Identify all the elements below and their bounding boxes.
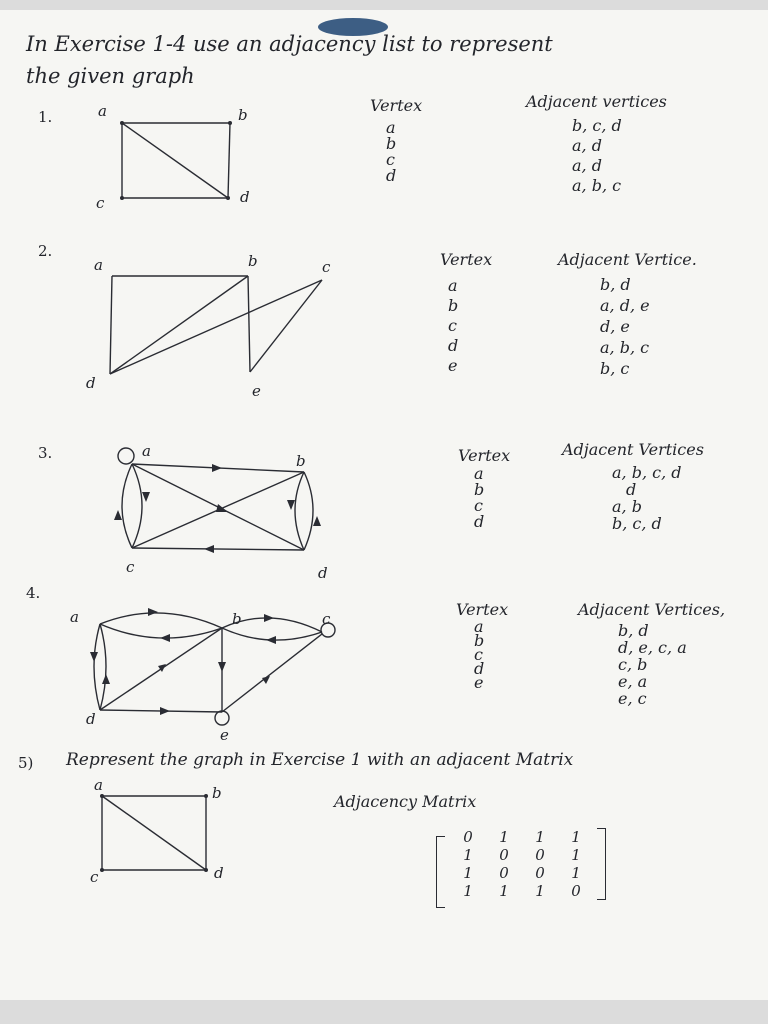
ex5-label-c: c (90, 868, 99, 886)
ex1-label-d: d (240, 188, 250, 206)
heading-line-2: the given graph (26, 64, 195, 88)
ex5-label-d: d (214, 864, 224, 882)
list-item: d (626, 480, 637, 499)
list-item: b (448, 296, 459, 315)
ex3-label-c: c (126, 558, 135, 576)
list-item: a, d, e (600, 296, 650, 315)
ex2-label-a: a (94, 256, 103, 274)
list-item: a (474, 464, 484, 483)
list-item: c (448, 316, 457, 335)
ex4-label-d: d (86, 710, 96, 728)
ex4-label-b: b (232, 610, 242, 628)
matrix-cell: 1 (535, 882, 545, 900)
list-item: e, c (618, 689, 647, 708)
matrix-cell: 0 (499, 846, 509, 864)
list-item: a (386, 118, 396, 137)
list-item: d (386, 166, 397, 185)
exercise-5-graph (0, 10, 768, 1010)
left-bracket (436, 836, 445, 908)
heading-line-1: In Exercise 1-4 use an adjacency list to represent (26, 32, 553, 56)
list-item: b, c, d (572, 116, 622, 135)
exercise-5-prompt: Represent the graph in Exercise 1 with an adjacent Matrix (66, 750, 574, 770)
matrix-cell: 1 (463, 882, 473, 900)
list-item: a, d (572, 156, 602, 175)
ex1-vertex-header: Vertex (370, 96, 423, 115)
ex4-label-e: e (220, 726, 229, 744)
list-item: b, c, d (612, 514, 662, 533)
list-item: a, d (572, 136, 602, 155)
exercise-1-number: 1. (38, 108, 53, 126)
list-item: e (448, 356, 458, 375)
list-item: b (474, 631, 485, 650)
list-item: b, d (618, 621, 649, 640)
list-item: d (448, 336, 459, 355)
exercise-4-number: 4. (26, 584, 41, 602)
ex3-adjacent-header: Adjacent Vertices (562, 440, 704, 459)
matrix-cell: 1 (571, 864, 581, 882)
adjacency-matrix (436, 828, 606, 906)
exercise-3-number: 3. (38, 444, 53, 462)
ex5-label-b: b (212, 784, 222, 802)
list-item: c (474, 645, 483, 664)
ex2-label-b: b (248, 252, 258, 270)
ex1-label-c: c (96, 194, 105, 212)
ex2-adjacent-header: Adjacent Vertice. (558, 250, 697, 269)
right-bracket (597, 828, 606, 900)
matrix-cell: 0 (535, 846, 545, 864)
matrix-cell: 0 (535, 864, 545, 882)
matrix-row-4 (460, 882, 584, 900)
ex2-label-d: d (86, 374, 96, 392)
ex1-label-a: a (98, 102, 107, 120)
list-item: b (386, 134, 397, 153)
ex4-label-c: c (322, 610, 331, 628)
list-item: d, e, c, a (618, 638, 687, 657)
list-item: a (474, 617, 484, 636)
list-item: d, e (600, 317, 630, 336)
ex2-label-c: c (322, 258, 331, 276)
list-item: e, a (618, 672, 648, 691)
matrix-cell: 1 (463, 864, 473, 882)
list-item: c (474, 496, 483, 515)
matrix-cell: 1 (463, 846, 473, 864)
ex4-vertex-header: Vertex (456, 600, 509, 619)
exercise-2-number: 2. (38, 242, 53, 260)
matrix-row-2 (460, 846, 584, 864)
ex3-vertex-header: Vertex (458, 446, 511, 465)
list-item: e (474, 673, 484, 692)
list-item: c (386, 150, 395, 169)
list-item: a, b, c (572, 176, 622, 195)
ex2-label-e: e (252, 382, 261, 400)
matrix-row-1 (460, 828, 584, 846)
ex1-adjacent-header: Adjacent vertices (526, 92, 667, 111)
notebook-page (0, 10, 768, 1000)
list-item: b (474, 480, 485, 499)
matrix-cell: 0 (463, 828, 473, 846)
ex4-label-a: a (70, 608, 79, 626)
matrix-cell: 1 (571, 828, 581, 846)
ex3-label-d: d (318, 564, 328, 582)
matrix-cell: 1 (535, 828, 545, 846)
ex5-label-a: a (94, 776, 103, 794)
exercise-5-number: 5) (18, 754, 34, 772)
list-item: a, b (612, 497, 642, 516)
ex3-label-b: b (296, 452, 306, 470)
list-item: a, b, c, d (612, 463, 682, 482)
list-item: a, b, c (600, 338, 650, 357)
ex1-label-b: b (238, 106, 248, 124)
matrix-cell: 1 (499, 828, 509, 846)
matrix-cell: 1 (499, 882, 509, 900)
ex4-adjacent-header: Adjacent Vertices, (578, 600, 726, 619)
ex2-vertex-header: Vertex (440, 250, 493, 269)
list-item: d (474, 659, 485, 678)
list-item: b, d (600, 275, 631, 294)
list-item: a (448, 276, 458, 295)
list-item: c, b (618, 655, 648, 674)
matrix-cell: 1 (571, 846, 581, 864)
matrix-cell: 0 (499, 864, 509, 882)
matrix-cell: 0 (571, 882, 581, 900)
matrix-row-3 (460, 864, 584, 882)
matrix-title: Adjacency Matrix (334, 792, 477, 811)
list-item: b, c (600, 359, 630, 378)
list-item: d (474, 512, 485, 531)
ex3-label-a: a (142, 442, 151, 460)
